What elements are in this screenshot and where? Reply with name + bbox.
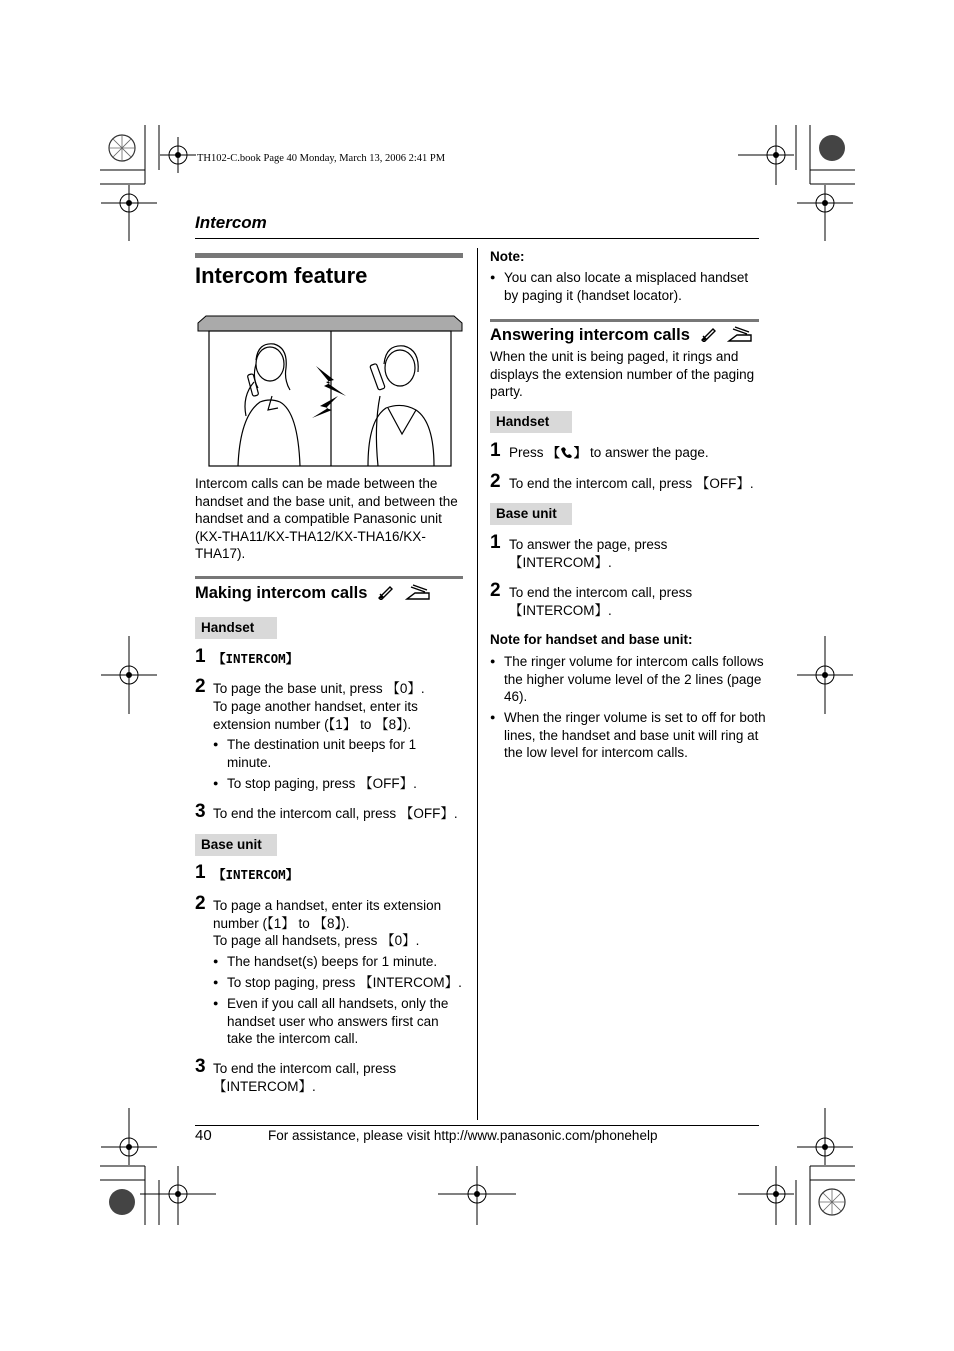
making-heading-bar <box>195 576 463 579</box>
header-rule <box>195 238 759 239</box>
step-text: To end the intercom call, press 【OFF】. <box>509 476 754 491</box>
step-text: To end the intercom call, press 【INTERCOM】. <box>213 1061 397 1094</box>
note2-bullet: ● When the ringer volume is set to off for both lines, the handset and base unit will ring at the low level for intercom calls. <box>490 709 766 762</box>
bullet-item: ● To stop paging, press 【OFF】. <box>213 775 463 793</box>
note-heading: Note: <box>490 249 525 264</box>
bullet-item: ● Even if you call all handsets, only the handset user who answers first can take the intercom call. <box>213 995 467 1048</box>
step-number: 2 <box>195 893 206 914</box>
bullet-item: ● The destination unit beeps for 1 minute. <box>213 736 463 771</box>
step-number: 2 <box>490 471 501 492</box>
section-label: Intercom <box>195 213 267 232</box>
answering-heading <box>490 326 753 345</box>
base-unit-icon <box>727 326 753 342</box>
step-text <box>213 650 298 668</box>
answering-heading-bar <box>490 319 759 322</box>
footer-rule <box>195 1125 759 1126</box>
talk-key: 【 】 <box>547 445 587 460</box>
bullet-item: ● The handset(s) beeps for 1 minute. <box>213 953 467 971</box>
step-number: 2 <box>195 676 206 697</box>
making-base-tab: Base unit <box>195 834 277 856</box>
step-text: To page a handset, enter its extension number (【1】 to 【8】). <box>213 898 442 931</box>
answering-handset-tab: Handset <box>490 411 572 433</box>
step-number: 1 <box>490 532 501 553</box>
answering-intro: When the unit is being paged, it rings and displays the extension number of the paging party. <box>490 349 755 400</box>
step-number: 3 <box>195 1056 206 1077</box>
step-text-2: To page all handsets, press 【0】. <box>213 933 420 948</box>
step-text: To page the base unit, press 【0】. <box>213 681 425 696</box>
footer-text: For assistance, please visit http://www.panasonic.com/phonehelp <box>268 1128 658 1143</box>
note2-bullet: ● The ringer volume for intercom calls follows the higher volume level of the 2 lines (page 46). <box>490 653 766 706</box>
column-divider <box>477 248 478 1120</box>
handset-icon <box>699 326 717 342</box>
talk-icon <box>560 446 574 458</box>
page-number: 40 <box>195 1127 212 1144</box>
making-handset-tab: Handset <box>195 617 277 639</box>
step-text: To end the intercom call, press 【INTERCOM】. <box>509 585 693 618</box>
step-text-2: To page another handset, enter its extension number (【1】 to 【8】). <box>213 699 418 732</box>
step-number: 1 <box>195 862 206 883</box>
intro-paragraph: Intercom calls can be made between the handset and the base unit, and between the handset and a compatible Panasonic unit (KX-THA11/KX-THA12/KX-THA16/KX-THA17). <box>195 476 458 562</box>
making-heading-text: Making intercom calls <box>195 584 368 602</box>
step-number: 3 <box>195 801 206 822</box>
base-unit-icon <box>405 584 431 600</box>
note-bullet: ● You can also locate a misplaced handset by paging it (handset locator). <box>490 269 766 304</box>
step-number: 2 <box>490 580 501 601</box>
print-header: TH102-C.book Page 40 Monday, March 13, 2006 2:41 PM <box>197 153 446 164</box>
title-bar <box>195 253 463 258</box>
note2-heading: Note for handset and base unit: <box>490 632 693 647</box>
bullet-item: ● To stop paging, press 【INTERCOM】. <box>213 974 477 992</box>
answering-heading-text: Answering intercom calls <box>490 326 690 344</box>
handset-icon <box>376 584 394 600</box>
step-text: To end the intercom call, press 【OFF】. <box>213 806 458 821</box>
answering-base-tab: Base unit <box>490 503 572 525</box>
page-title: Intercom feature <box>195 263 368 288</box>
intercom-key: 【INTERCOM】 <box>213 867 299 882</box>
intercom-key: 【INTERCOM】 <box>213 651 299 666</box>
step-number: 1 <box>490 440 501 461</box>
making-heading <box>195 584 431 603</box>
step-number: 1 <box>195 646 206 667</box>
step-text: Press 【 】 to answer the page. <box>509 445 709 460</box>
intercom-illustration <box>198 316 462 468</box>
step-text: To answer the page, press 【INTERCOM】. <box>509 537 668 570</box>
step-text <box>213 866 298 884</box>
